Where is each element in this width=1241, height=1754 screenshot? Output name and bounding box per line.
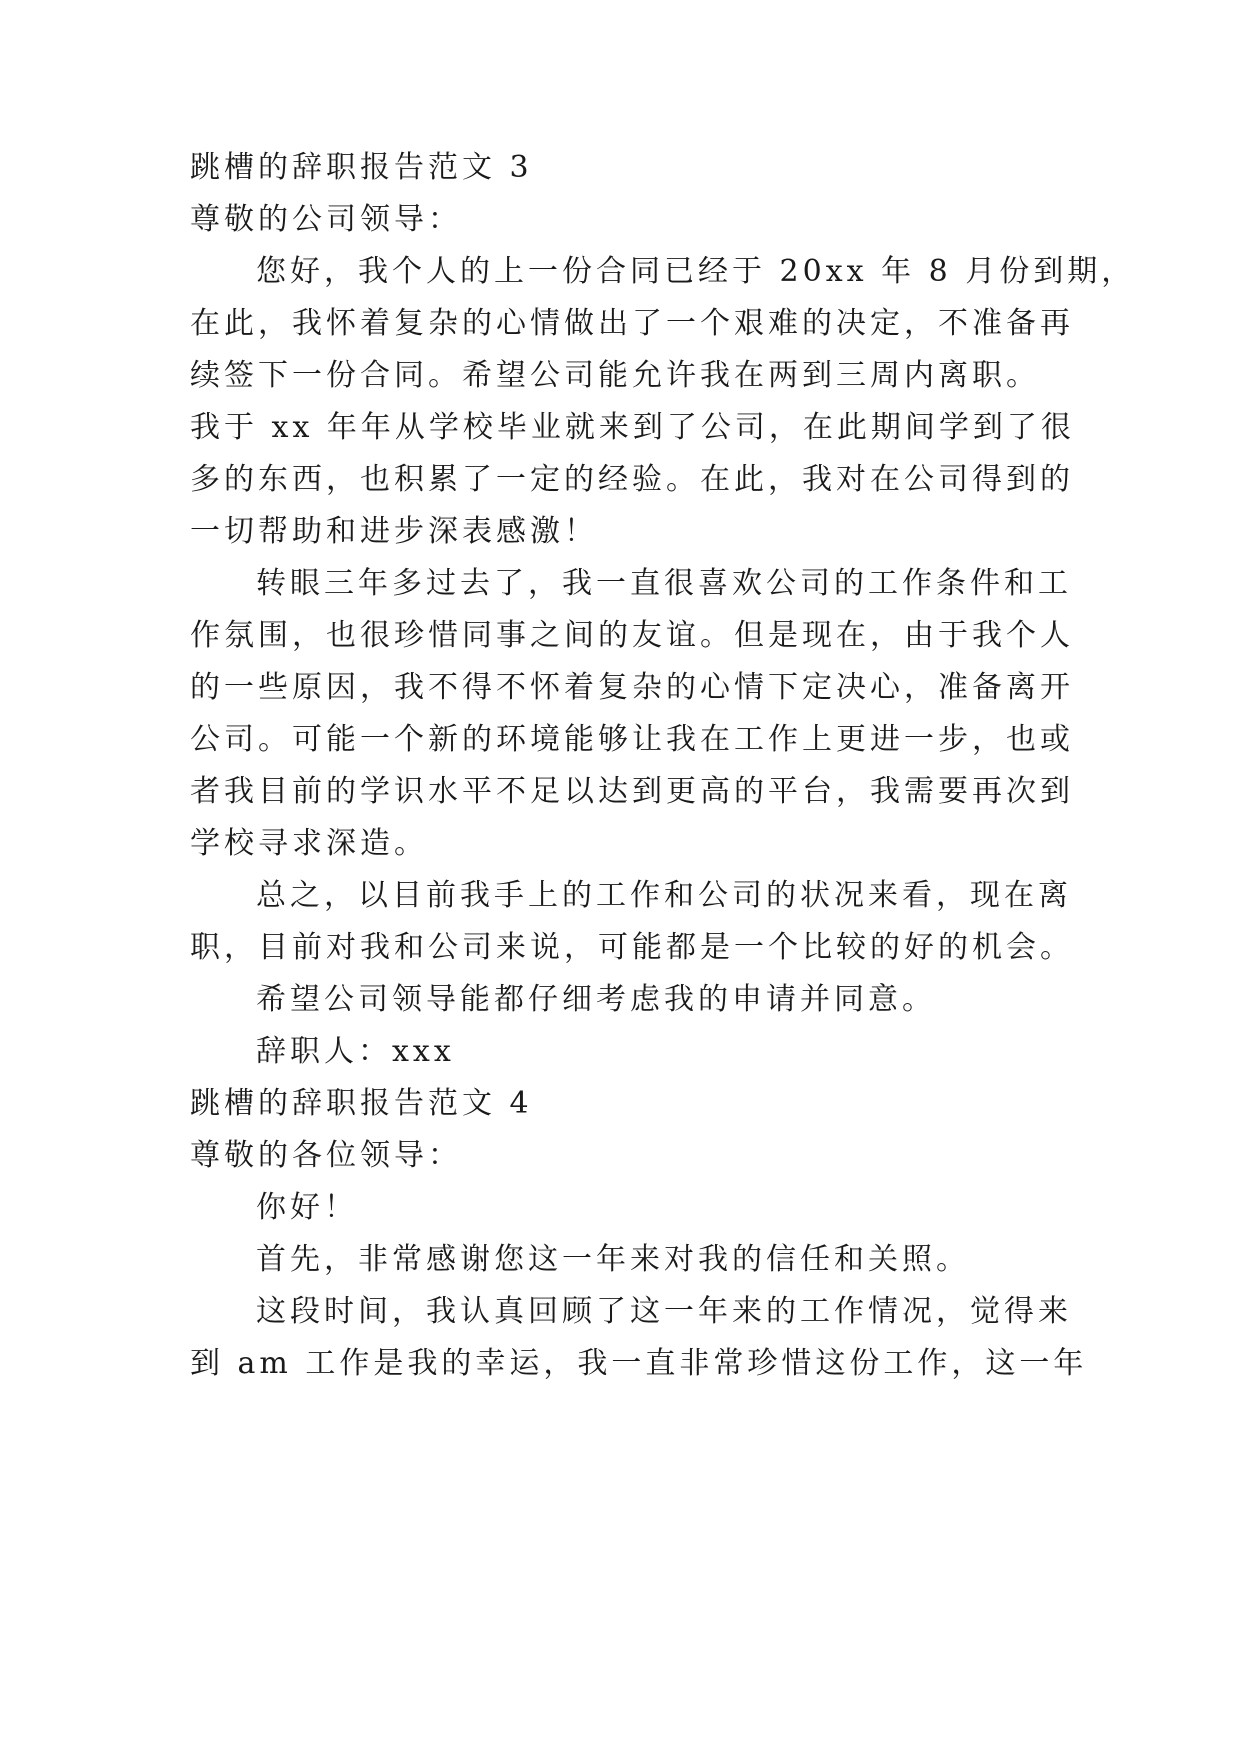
paragraph-line: 者我目前的学识水平不足以达到更高的平台，我需要再次到 [190,774,1074,809]
paragraph-line: 这段时间，我认真回顾了这一年来的工作情况，觉得来 [256,1294,1072,1329]
paragraph-line: 在此，我怀着复杂的心情做出了一个艰难的决定，不准备再 [190,306,1074,341]
section-4-salutation: 尊敬的各位领导： [190,1138,462,1173]
signature-line: 辞职人：xxx [256,1034,455,1069]
paragraph-line: 多的东西，也积累了一定的经验。在此，我对在公司得到的 [190,462,1074,497]
paragraph-line: 您好，我个人的上一份合同已经于 20xx 年 8 月份到期， [256,254,1136,289]
paragraph-line: 总之，以目前我手上的工作和公司的状况来看，现在离 [256,878,1072,913]
paragraph-line: 公司。可能一个新的环境能够让我在工作上更进一步，也或 [190,722,1074,757]
paragraph-line: 学校寻求深造。 [190,826,428,861]
paragraph-line: 作氛围，也很珍惜同事之间的友谊。但是现在，由于我个人 [190,618,1074,653]
section-3-salutation: 尊敬的公司领导： [190,202,462,237]
section-4-title: 跳槽的辞职报告范文 4 [190,1086,533,1121]
paragraph-line: 到 am 工作是我的幸运，我一直非常珍惜这份工作，这一年 [190,1346,1088,1381]
paragraph-line: 的一些原因，我不得不怀着复杂的心情下定决心，准备离开 [190,670,1074,705]
paragraph-line: 首先，非常感谢您这一年来对我的信任和关照。 [256,1242,970,1277]
paragraph-line: 续签下一份合同。希望公司能允许我在两到三周内离职。 [190,358,1040,393]
paragraph-line: 职，目前对我和公司来说，可能都是一个比较的好的机会。 [190,930,1074,965]
paragraph-line: 一切帮助和进步深表感激！ [190,514,598,549]
paragraph-line: 希望公司领导能都仔细考虑我的申请并同意。 [256,982,936,1017]
paragraph-line: 我于 xx 年年从学校毕业就来到了公司，在此期间学到了很 [190,410,1075,445]
section-3-title: 跳槽的辞职报告范文 3 [190,150,533,185]
greeting-line: 你好！ [256,1190,358,1225]
paragraph-line: 转眼三年多过去了，我一直很喜欢公司的工作条件和工 [256,566,1072,601]
